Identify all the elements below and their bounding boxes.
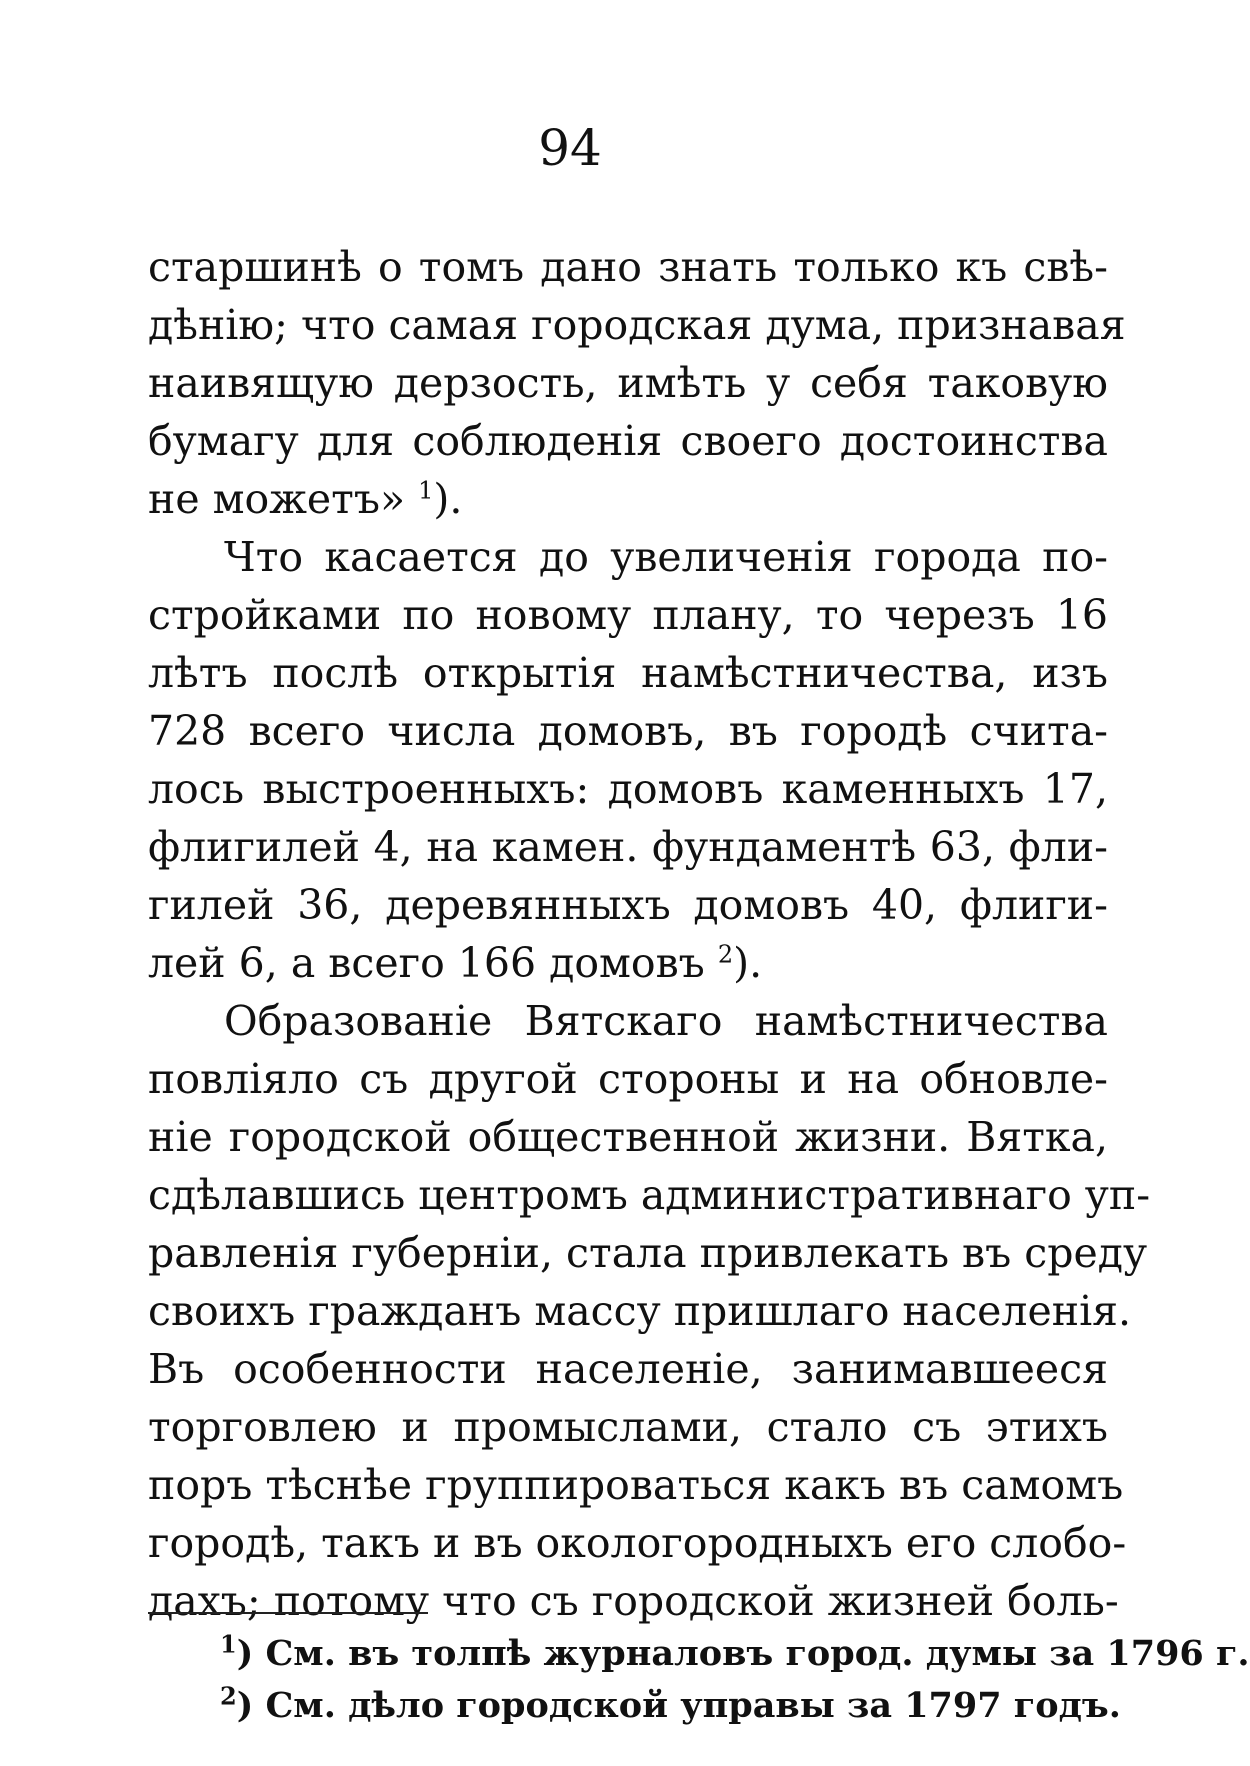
footnote-mark: 1 xyxy=(220,1629,237,1659)
text-line: Образованіе Вятскаго намѣстничества xyxy=(224,997,1108,1045)
footnote-mark-close: ) xyxy=(236,1633,254,1674)
text-line: дѣнію; что самая городская дума, признавая xyxy=(148,301,1126,349)
text-line: сдѣлавшись центромъ административнаго уп- xyxy=(148,1171,1151,1219)
text-line: стройками по новому плану, то черезъ 16 xyxy=(148,591,1108,639)
text-line: гилей 36, деревянныхъ домовъ 40, флиги- xyxy=(148,881,1108,929)
footnote-ref-number: 2 xyxy=(717,940,734,969)
footnote-mark: 2 xyxy=(220,1681,237,1711)
text-line: Въ особенности населеніе, занимавшееся xyxy=(148,1345,1108,1393)
text-line-with-footnote xyxy=(148,934,1108,992)
footnote-ref-number: 1 xyxy=(418,476,434,505)
footnotes xyxy=(220,1628,1250,1732)
text-line: торговлею и промыслами, стало съ этихъ xyxy=(148,1403,1108,1451)
footnote-ref-2 xyxy=(718,940,733,968)
text-line: повліяло съ другой стороны и на обновле- xyxy=(148,1055,1108,1103)
text-line: старшинѣ о томъ дано знать только къ свѣ- xyxy=(148,243,1108,291)
footnote-divider xyxy=(148,1612,428,1614)
footnote-ref-close: ). xyxy=(433,475,463,523)
footnote-1 xyxy=(220,1628,1250,1680)
footnote-mark-close: ) xyxy=(236,1685,254,1726)
footnote-2 xyxy=(220,1680,1121,1732)
text-line: дахъ; потому что съ городской жизней боль- xyxy=(148,1577,1119,1625)
text-line: Что касается до увеличенія города по- xyxy=(224,533,1108,581)
footnote-text: См. въ толпѣ журналовъ город. думы за 1796 г. xyxy=(265,1633,1250,1674)
body-text xyxy=(148,238,1151,1630)
text-line: 728 всего числа домовъ, въ городѣ счита- xyxy=(148,707,1108,755)
text-segment: не можетъ» xyxy=(148,475,406,523)
text-line: бумагу для соблюденія своего достоинства xyxy=(148,417,1108,465)
text-line: флигилей 4, на камен. фундаментѣ 63, фли- xyxy=(148,823,1108,871)
text-line: своихъ гражданъ массу пришлаго населенія. xyxy=(148,1287,1132,1335)
text-line: городѣ, такъ и въ окологородныхъ его слобо- xyxy=(148,1519,1127,1567)
text-line-with-footnote xyxy=(148,470,1108,528)
text-line: равленія губерніи, стала привлекать въ среду xyxy=(148,1229,1148,1277)
footnote-text: См. дѣло городской управы за 1797 годъ. xyxy=(265,1685,1121,1726)
page-number: 94 xyxy=(538,119,602,177)
footnote-ref-1 xyxy=(418,476,433,504)
text-line: лѣтъ послѣ открытія намѣстничества, изъ xyxy=(148,649,1108,697)
text-line: ніе городской общественной жизни. Вятка, xyxy=(148,1113,1108,1161)
text-line: наивящую дерзость, имѣть у себя таковую xyxy=(148,359,1108,407)
text-line: поръ тѣснѣе группироваться какъ въ самомъ xyxy=(148,1461,1124,1509)
footnote-ref-close: ). xyxy=(733,939,763,987)
text-line: лось выстроенныхъ: домовъ каменныхъ 17, xyxy=(148,765,1108,813)
text-segment: лей 6, а всего 166 домовъ xyxy=(148,939,705,987)
